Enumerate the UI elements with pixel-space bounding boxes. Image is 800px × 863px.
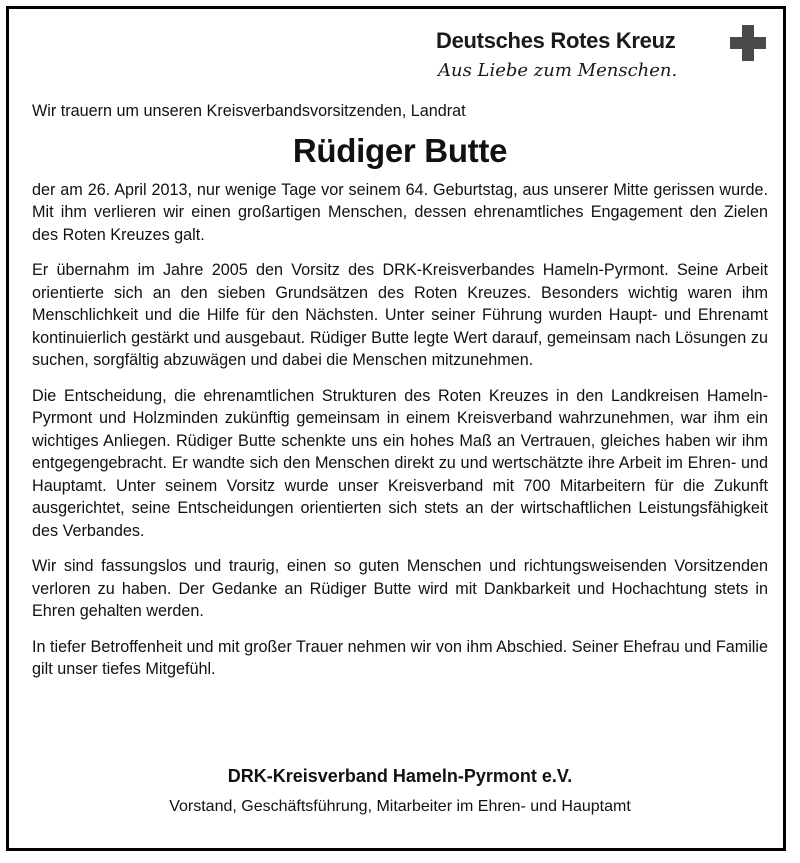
red-cross-icon: [730, 25, 766, 61]
signature-block: [32, 764, 768, 818]
deceased-name: Rüdiger Butte: [292, 131, 508, 169]
paragraph-3: Die Entscheidung, die ehrenamtlichen Strukturen des Roten Kreuzes in den Landkreisen Hameln-Pyrmont und Holzminden zukünftig gemeinsam in einem Kreisverband wahrzunehmen, war ihm ein wichtiges Anliegen. Rüdiger Butte schenkte uns ein hohes Maß an Vertrauen, gleiches haben wir ihm entgegengebracht. Er wandte sich den Menschen direkt zu und wertschätzte ihre Arbeit im Ehren- und Hauptamt. Unter seinem Vorsitz wurde unser Kreisverband mit 700 Mitarbeitern für die Zukunft ausgerichtet, seine Entscheidungen orientierten sich stets an der wirtschaftlichen Leistungsfähigkeit des Verbandes.: [32, 386, 768, 540]
logo-name: Deutsches Rotes Kreuz: [436, 28, 676, 53]
drk-logo: [436, 24, 776, 90]
paragraph-5: In tiefer Betroffenheit und mit großer Trauer nehmen wir von ihm Abschied. Seiner Ehefrau und Familie gilt unser tiefes Mitgefühl.: [32, 637, 768, 678]
intro-line: Wir trauern um unseren Kreisverbandsvorsitzenden, Landrat: [32, 102, 466, 120]
organization-name: DRK-Kreisverband Hameln-Pyrmont e.V.: [227, 766, 573, 786]
logo-slogan: Aus Liebe zum Menschen.: [438, 60, 678, 81]
paragraph-2: Er übernahm im Jahre 2005 den Vorsitz des DRK-Kreisverbandes Hameln-Pyrmont. Seine Arbeit orientierte sich an den sieben Grundsätzen des Roten Kreuzes. Besonders wichtig waren ihm Menschlichkeit und die Hilfe für den Nächsten. Unter seiner Führung wurden Haupt- und Ehrenamt kontinuierlich gestärkt und ausgebaut. Rüdiger Butte legte Wert darauf, gemeinsam nach Lösungen zu suchen, sorgfältig abzuwägen und dabei die Menschen mitzunehmen.: [32, 261, 768, 369]
paragraph-1: der am 26. April 2013, nur wenige Tage vor seinem 64. Geburtstag, aus unserer Mitte gerissen wurde. Mit ihm verlieren wir einen großartigen Menschen, dessen ehrenamtliches Engagement den Zielen des Roten Kreuzes galt.: [32, 180, 768, 244]
obituary-content: [32, 100, 768, 694]
paragraph-4: Wir sind fassungslos und traurig, einen so guten Menschen und richtungsweisenden Vorsitzenden verloren zu haben. Der Gedanke an Rüdiger Butte wird mit Dankbarkeit und Hochachtung stets in Ehren gehalten werden.: [32, 557, 768, 620]
organization-members: Vorstand, Geschäftsführung, Mitarbeiter im Ehren- und Hauptamt: [169, 798, 631, 815]
